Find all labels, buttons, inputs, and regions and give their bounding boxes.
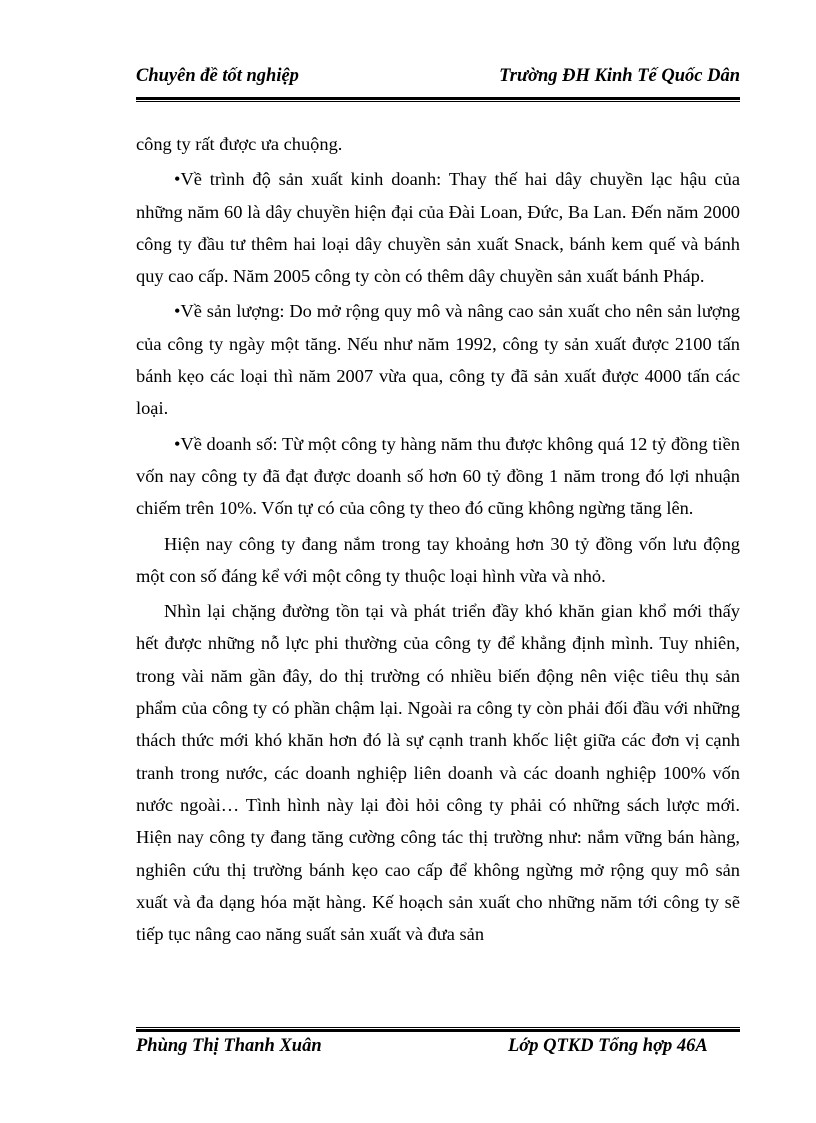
page-footer (136, 1036, 740, 1064)
body-bullet-output: •Về sản lượng: Do mở rộng quy mô và nâng cao sản xuất cho nên sản lượng của công ty ngày một tăng. Nếu như năm 1992, công ty sản xuất được 2100 tấn bánh kẹo các loại thì năm 2007 vừa qua, công ty đã sản xuất được 4000 tấn các loại. (136, 301, 740, 419)
body-paragraph-working-capital: Hiện nay công ty đang nắm trong tay khoảng hơn 30 tỷ đồng vốn lưu động một con số đáng kể với một công ty thuộc loại hình vừa và nhỏ. (136, 533, 740, 586)
header-divider-thin (136, 101, 740, 102)
footer-class: Lớp QTKD Tổng hợp 46A (508, 1036, 708, 1056)
page-body (136, 128, 740, 950)
body-bullet-revenue: •Về doanh số: Từ một công ty hàng năm thu được không quá 12 tỷ đồng tiền vốn nay công ty đã đạt được doanh số hơn 60 tỷ đồng 1 năm trong đó lợi nhuận chiếm trên 10%. Vốn tự có của công ty theo đó cũng không ngừng tăng lên. (136, 433, 740, 519)
footer-author: Phùng Thị Thanh Xuân (136, 1036, 322, 1056)
footer-divider (136, 1029, 740, 1032)
header-university: Trường ĐH Kinh Tế Quốc Dân (499, 66, 740, 86)
page-header (136, 66, 740, 94)
body-paragraph-continuation: công ty rất được ưa chuộng. (136, 134, 343, 154)
body-bullet-production-level: •Về trình độ sản xuất kinh doanh: Thay thế hai dây chuyền lạc hậu của những năm 60 là dây chuyền hiện đại của Đài Loan, Đức, Ba Lan. Đến năm 2000 công ty đầu tư thêm hai loại dây chuyền sản xuất Snack, bánh kem quế và bánh quy cao cấp. Năm 2005 công ty còn có thêm dây chuyền sản xuất bánh Pháp. (136, 169, 740, 287)
header-divider (136, 97, 740, 100)
header-document-type: Chuyên đề tốt nghiệp (136, 66, 299, 86)
body-paragraph-outlook: Nhìn lại chặng đường tồn tại và phát triển đầy khó khăn gian khổ mới thấy hết được những nỗ lực phi thường của công ty để khẳng định mình. Tuy nhiên, trong vài năm gần đây, do thị trường có nhiều biến động nên việc tiêu thụ sản phẩm của công ty có phần chậm lại. Ngoài ra công ty còn phải đối đầu với những thách thức mới khó khăn hơn đó là sự cạnh tranh khốc liệt giữa các đơn vị cạnh tranh trong nước, các doanh nghiệp liên doanh và các doanh nghiệp 100% vốn nước ngoài… Tình hình này lại đòi hỏi công ty phải có những sách lược mới. Hiện nay công ty đang tăng cường công tác thị trường như: nắm vững bán hàng, nghiên cứu thị trường bánh kẹo cao cấp để không ngừng mở rộng quy mô sản xuất và đa dạng hóa mặt hàng. Kế hoạch sản xuất cho những năm tới công ty sẽ tiếp tục nâng cao năng suất sản xuất và đưa sản (136, 601, 740, 945)
footer-divider-thin (136, 1027, 740, 1028)
